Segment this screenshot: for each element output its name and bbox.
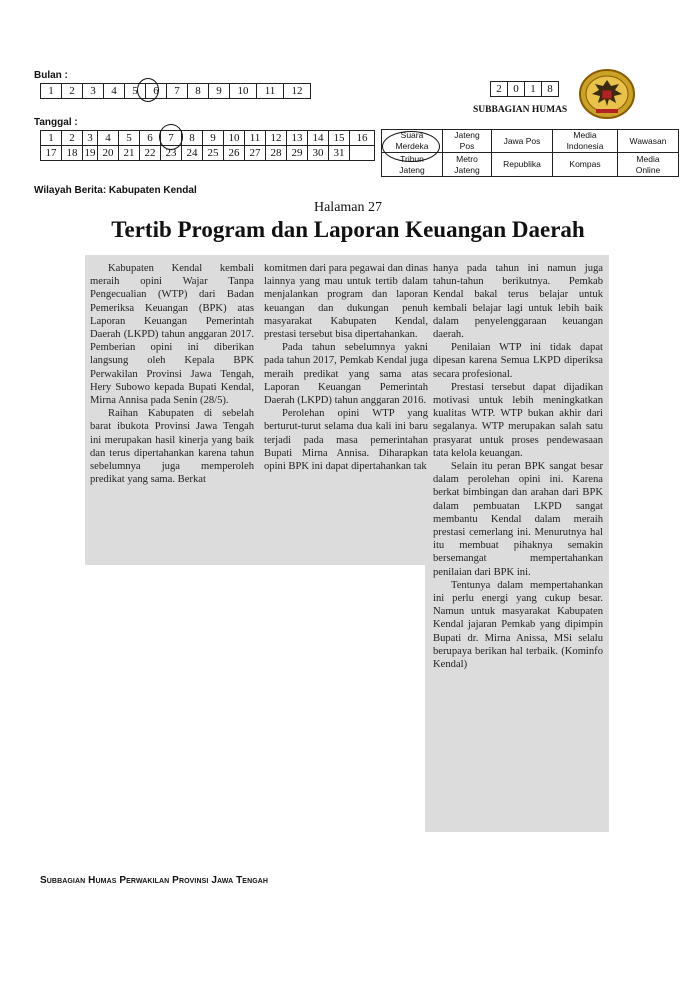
paper-media-indonesia: Media Indonesia [553, 130, 618, 153]
article-paragraph: Kabupaten Kendal kembali meraih opini Wajar Tanpa Pengecualian (WTP) dari Badan Pemeriksa Keuangan (BPK) atas Laporan Keuangan Pemerintah Daerah (LKPD) tahun anggaran 2017. Pemberian opini ini diberikan langsung oleh Kepala BPK Perwakilan Provinsi Jawa Tengah, Hery Subowo kepada Bupati Kendal, Mirna Annisa pada Senin (28/5). [90, 263, 254, 407]
article-paragraph: Penilaian WTP ini tidak dapat dipesan karena Semua LKPD diperiksa secara profesional. [433, 342, 603, 380]
paper-jateng-pos: Jateng Pos [443, 130, 492, 153]
bulan-cell: 1 [41, 84, 62, 99]
article-paragraph: Tentunya dalam mempertahankan ini perlu energi yang cukup besar. Namun untuk masyarakat Kabupaten Kendal jajaran Pemkab yang dipimpin Bupati dr. Mirna Anissa, MSi selalu berupaya berikan hal terbaik. (Kominfo Kendal) [433, 579, 603, 671]
bulan-cell: 11 [257, 84, 284, 99]
tanggal-cell: 3 [83, 131, 98, 146]
paper-media-online: Media Online [618, 153, 679, 177]
paper-tribun-jateng: Tribun Jateng [382, 153, 443, 177]
tanggal-cell: 16 [350, 131, 375, 146]
paper-suara-merdeka: Suara Merdeka [382, 130, 443, 153]
bulan-grid [40, 83, 311, 99]
bulan-cell: 4 [104, 84, 125, 99]
article-paragraph: Prestasi tersebut dapat dijadikan motivasi untuk lebih meningkatkan kualitas WTP. WTP bukan akhir dari segalanya. WTP merupakan salah satu prasyarat untuk proses pendewasaan tata kelola keuangan. [433, 381, 603, 459]
tanggal-cell: 30 [308, 146, 329, 161]
article-paragraph: Raihan Kabupaten di sebelah barat ibukota Provinsi Jawa Tengah ini merupakan hasil kinerja yang baik dan terus dipertahankan karena tahun sebelumnya juga memperoleh predikat yang sama. Berkat [90, 408, 254, 486]
bulan-selected-circle [137, 78, 159, 102]
tanggal-cell: 21 [119, 146, 140, 161]
tanggal-cell: 31 [329, 146, 350, 161]
bulan-cell: 8 [188, 84, 209, 99]
paper-metro-jateng: Metro Jateng [443, 153, 492, 177]
tanggal-cell: 22 [140, 146, 161, 161]
subbagian-humas-label: SUBBAGIAN HUMAS [473, 105, 568, 115]
footer: Subbagian Humas Perwakilan Provinsi Jawa Tengah [40, 875, 269, 886]
tanggal-cell: 1 [41, 131, 62, 146]
tanggal-cell: 23 [161, 146, 182, 161]
bulan-cell: 5 [125, 84, 146, 99]
paper-wawasan: Wawasan [618, 130, 679, 153]
bulan-cell: 7 [167, 84, 188, 99]
tanggal-cell: 18 [62, 146, 83, 161]
paper-jawa-pos: Jawa Pos [492, 130, 553, 153]
bulan-cell: 6 [146, 84, 167, 99]
article-column-3 [433, 262, 603, 671]
bulan-cell: 2 [62, 84, 83, 99]
tanggal-cell: 8 [182, 131, 203, 146]
tanggal-cell: 9 [203, 131, 224, 146]
tanggal-cell: 28 [266, 146, 287, 161]
article-paragraph: hanya pada tahun ini namun juga tahun-tahun berikutnya. Pemkab Kendal bakal terus belajar untuk kembali belajar lagi untuk lebih baik dalam penyelenggaraan keuangan daerah. [433, 263, 603, 341]
tanggal-cell: 7 [161, 131, 182, 146]
year-digit: 0 [508, 82, 525, 97]
article-paragraph: Perolehan opini WTP yang berturut-turut selama dua kali ini baru terjadi pada masa pemerintahan Bupati Mirna Annisa. Diharapkan opini BPK ini dapat dipertahankan tak [264, 408, 428, 473]
paper-selected-circle [382, 131, 440, 162]
article-paragraph: Pada tahun sebelumnya yakni pada tahun 2017, Pemkab Kendal juga meraih predikat yang sama atas Laporan Keuangan Pemerintah Daerah (LKPD) tahun anggaran 2016. [264, 342, 428, 407]
paper-kompas: Kompas [553, 153, 618, 177]
bulan-cell: 3 [83, 84, 104, 99]
tanggal-cell: 24 [182, 146, 203, 161]
article-paragraph: Selain itu peran BPK sangat besar dalam perolehan opini ini. Karena berkat bimbingan dan arahan dari BPK dalam pembuatan LKPD sangat membantu Kendal dalam meraih prestasi cemerlang ini. Menurutnya hal itu membuat pihaknya semakin bersemangat mempertahankan penilaian dari BPK ini. [433, 461, 603, 578]
bulan-cell: 12 [284, 84, 311, 99]
wilayah-berita: Wilayah Berita: Kabupaten Kendal [34, 185, 197, 196]
tanggal-cell: 10 [224, 131, 245, 146]
year-digit: 8 [542, 82, 559, 97]
article-column-2 [264, 262, 428, 473]
headline: Tertib Program dan Laporan Keuangan Daerah [111, 217, 585, 242]
bulan-label: Bulan : [34, 70, 68, 81]
tanggal-cell: 26 [224, 146, 245, 161]
tanggal-cell: 15 [329, 131, 350, 146]
tanggal-cell: 20 [98, 146, 119, 161]
tanggal-cell: 11 [245, 131, 266, 146]
paper-republika: Republika [492, 153, 553, 177]
tanggal-cell: 25 [203, 146, 224, 161]
tanggal-cell [350, 146, 375, 161]
tanggal-cell: 14 [308, 131, 329, 146]
tanggal-cell: 29 [287, 146, 308, 161]
tanggal-cell: 27 [245, 146, 266, 161]
year-grid [490, 81, 559, 97]
tanggal-cell: 12 [266, 131, 287, 146]
year-digit: 1 [525, 82, 542, 97]
tanggal-label: Tanggal : [34, 117, 78, 128]
article-paragraph: komitmen dari para pegawai dan dinas lainnya yang mau untuk tertib dalam menjalankan program dan laporan keuangan dan dukungan penuh masyarakat Kabupaten Kendal, prestasi tersebut bisa dipertahankan. [264, 263, 428, 341]
garuda-emblem-icon [578, 68, 636, 120]
tanggal-cell: 19 [84, 147, 96, 159]
tanggal-cell: 4 [98, 131, 119, 146]
tanggal-cell: 6 [140, 131, 161, 146]
tanggal-grid [40, 130, 375, 161]
page-number: Halaman 27 [313, 200, 383, 215]
year-digit: 2 [491, 82, 508, 97]
tanggal-selected-circle [159, 124, 183, 150]
article-column-1 [90, 262, 254, 486]
tanggal-cell: 2 [62, 131, 83, 146]
tanggal-cell: 13 [287, 131, 308, 146]
tanggal-cell: 5 [119, 131, 140, 146]
bulan-cell: 10 [230, 84, 257, 99]
bulan-cell: 9 [209, 84, 230, 99]
tanggal-cell: 17 [41, 146, 62, 161]
